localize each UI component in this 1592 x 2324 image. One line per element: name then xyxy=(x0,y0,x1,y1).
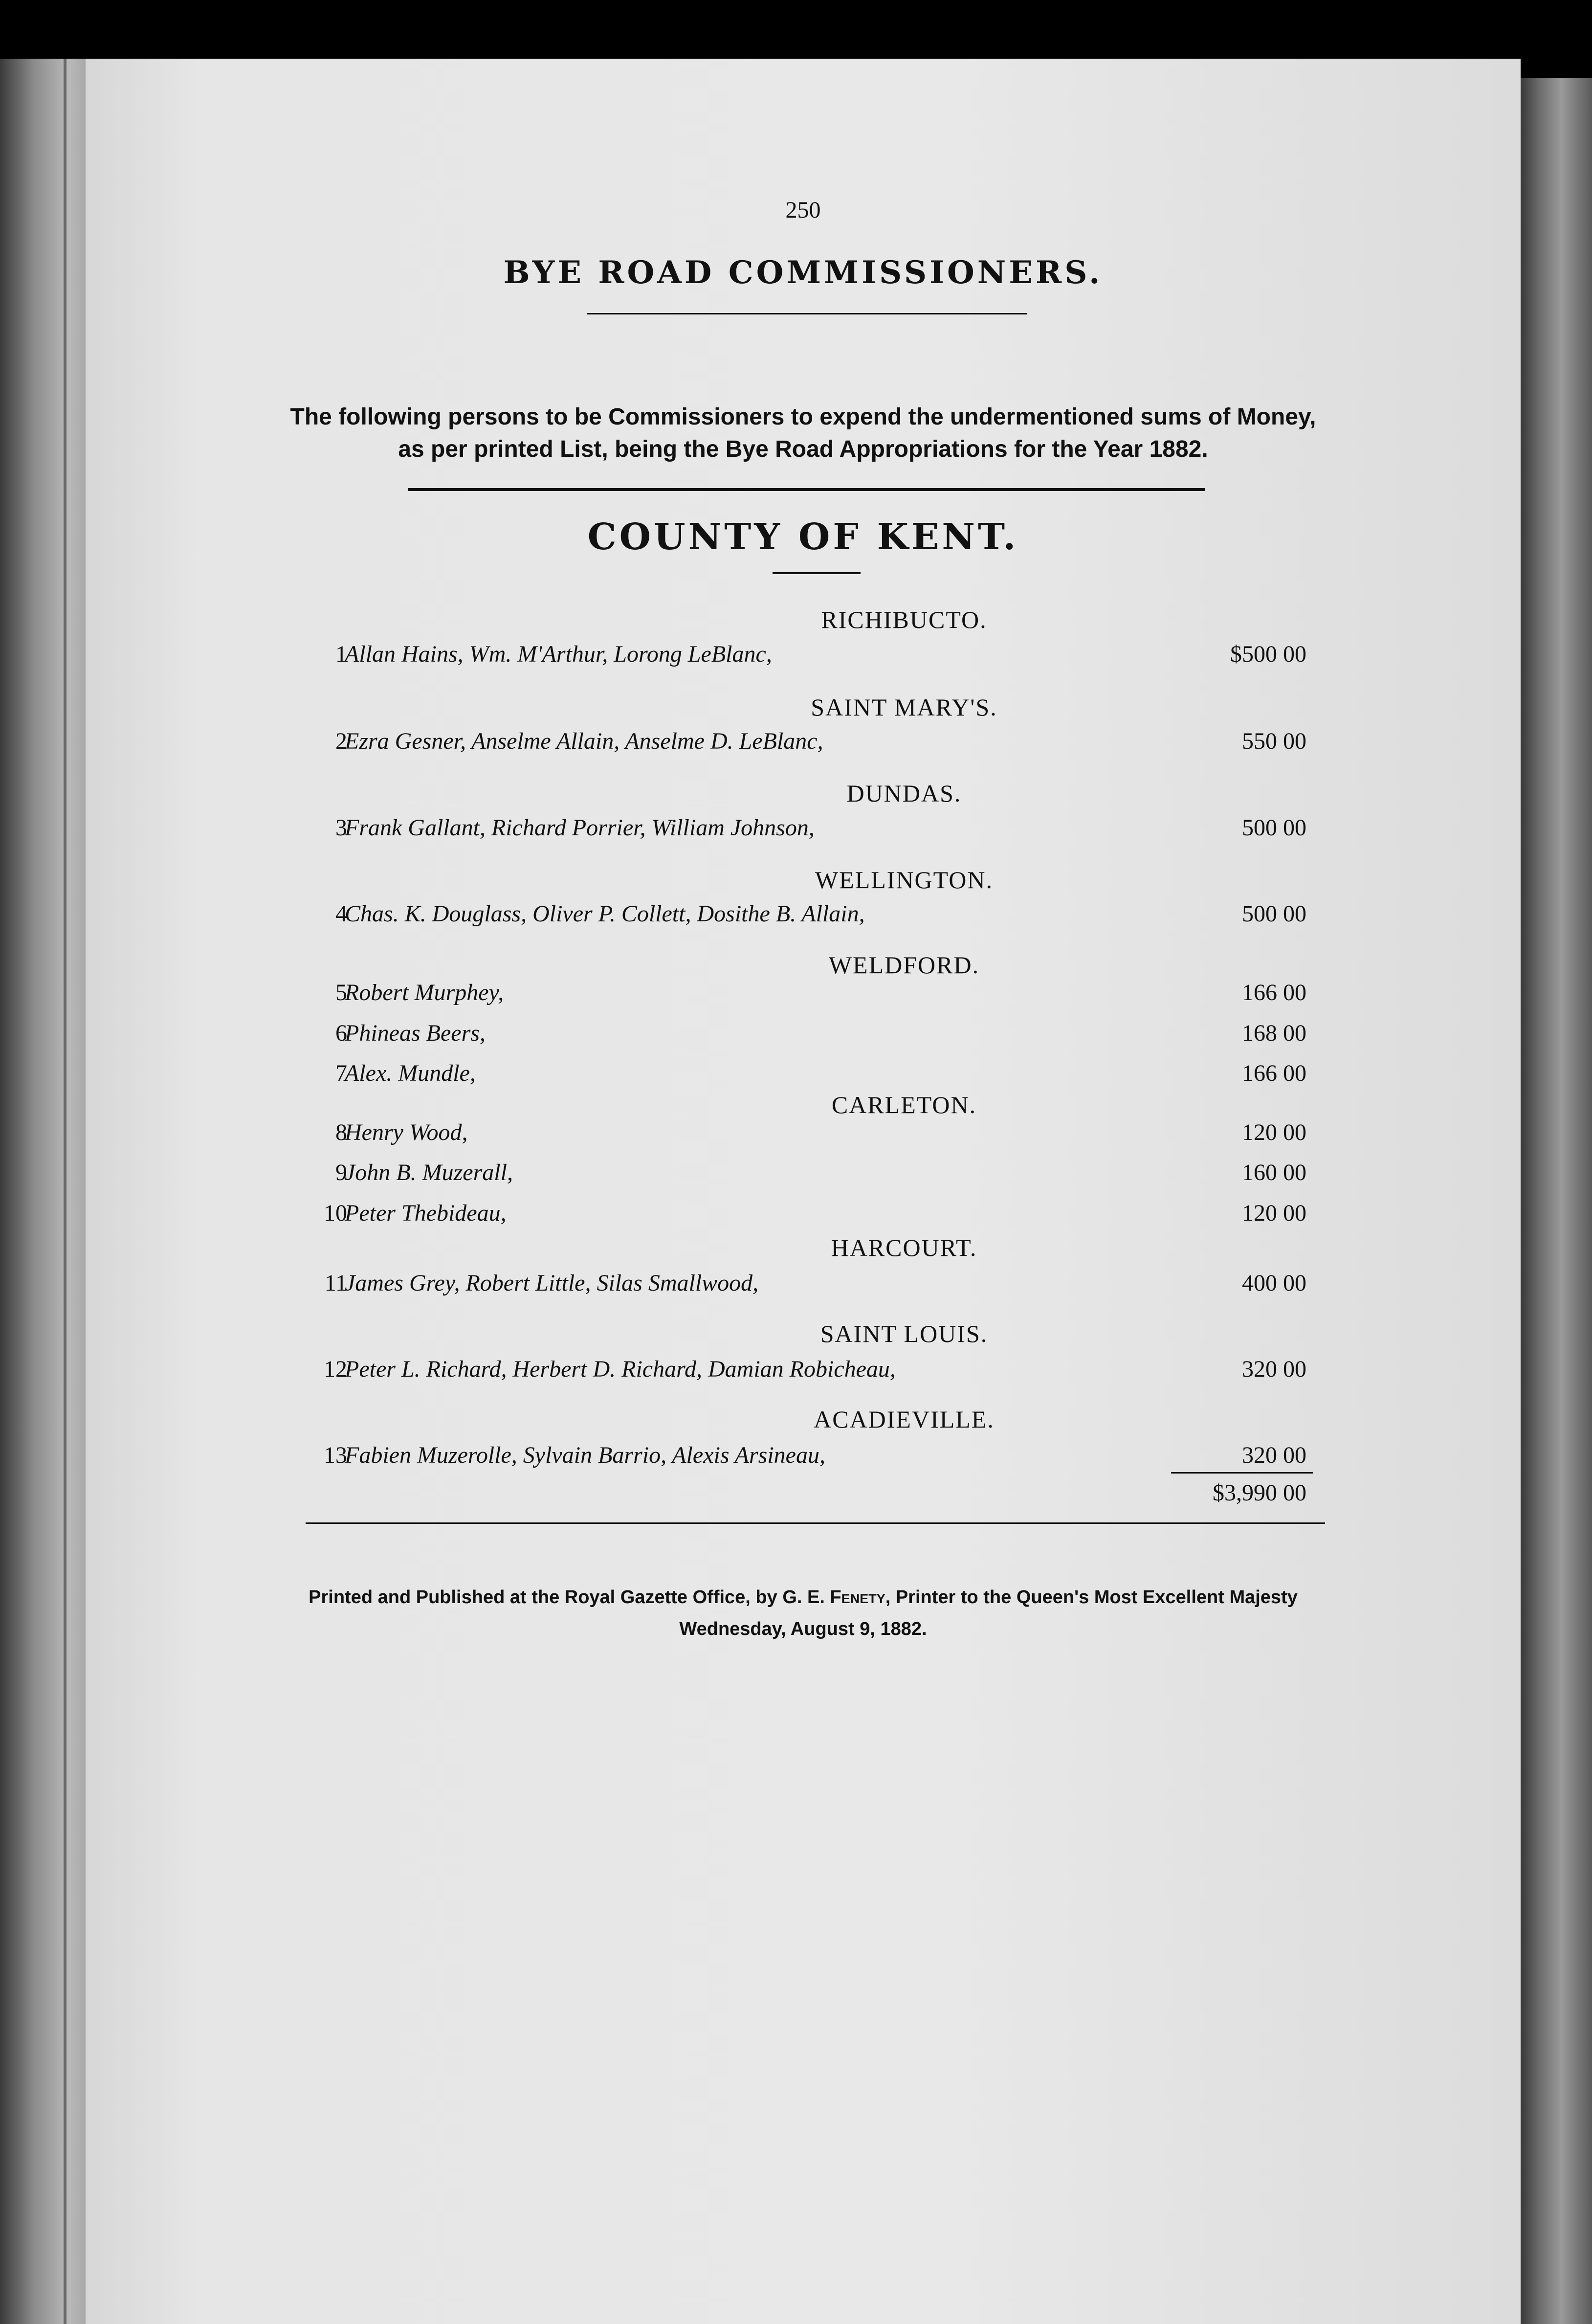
commissioner-names: Frank Gallant, Richard Porrier, William Johnson, xyxy=(345,815,815,841)
commissioner-names: Allan Hains, Wm. M'Arthur, Lorong LeBlanc, xyxy=(345,641,772,667)
county-rule xyxy=(773,572,861,574)
publisher-line-suffix: , Printer to the Queen's Most Excellent Majesty xyxy=(885,1587,1298,1608)
commissioner-names: Henry Wood, xyxy=(345,1119,468,1145)
entry-amount: 500 00 xyxy=(1242,815,1306,841)
page-number: 250 xyxy=(785,197,821,223)
entry-number: 9 xyxy=(335,1160,347,1185)
entry-number: 12 xyxy=(324,1356,347,1382)
entry-number: 4 xyxy=(335,901,347,927)
entry-number: 2 xyxy=(335,728,347,754)
district-heading: DUNDAS. xyxy=(846,780,962,807)
section-rule xyxy=(408,488,1205,491)
book-gutter-right xyxy=(1516,78,1592,2324)
printer-name: Fenety xyxy=(830,1587,885,1608)
entry-amount: $500 00 xyxy=(1230,641,1306,667)
intro-line-2: as per printed List, being the Bye Road Appropriations for the Year 1882. xyxy=(398,436,1208,462)
intro-line-1: The following persons to be Commissioners to expend the undermentioned sums of Money, xyxy=(290,404,1316,430)
entry-number: 5 xyxy=(335,980,347,1006)
district-heading: WELLINGTON. xyxy=(815,866,994,894)
entry-number: 11 xyxy=(324,1270,347,1296)
district-heading: SAINT LOUIS. xyxy=(820,1320,988,1347)
commissioner-names: Chas. K. Douglass, Oliver P. Collett, Dosithe B. Allain, xyxy=(345,901,865,927)
commissioner-names: Peter L. Richard, Herbert D. Richard, Damian Robicheau, xyxy=(345,1356,896,1382)
book-gutter-left xyxy=(0,59,86,2324)
entry-amount: 500 00 xyxy=(1242,901,1306,927)
district-heading: SAINT MARY'S. xyxy=(811,693,997,721)
commissioner-names: John B. Muzerall, xyxy=(345,1160,513,1185)
commissioner-names: Fabien Muzerolle, Sylvain Barrio, Alexis Arsineau, xyxy=(345,1442,825,1468)
total-rule-upper xyxy=(1171,1472,1313,1474)
entry-number: 10 xyxy=(324,1200,347,1226)
entry-amount: 166 00 xyxy=(1242,1060,1306,1086)
entry-amount: 166 00 xyxy=(1242,980,1306,1006)
entry-amount: 320 00 xyxy=(1242,1442,1306,1468)
entry-number: 7 xyxy=(335,1060,347,1086)
entry-amount: 160 00 xyxy=(1242,1160,1306,1185)
commissioner-names: James Grey, Robert Little, Silas Smallwood, xyxy=(345,1270,759,1296)
county-heading: COUNTY OF KENT. xyxy=(587,516,1019,558)
publication-date: Wednesday, August 9, 1882. xyxy=(679,1619,927,1639)
publisher-line-prefix: Printed and Published at the Royal Gazette Office, by G. E. xyxy=(309,1587,830,1608)
district-heading: ACADIEVILLE. xyxy=(814,1406,995,1433)
page-stack-edge xyxy=(64,59,66,2324)
district-heading: CARLETON. xyxy=(831,1091,977,1118)
title-rule xyxy=(587,313,1027,314)
commissioner-names: Phineas Beers, xyxy=(345,1020,486,1046)
publisher-line xyxy=(86,1587,1521,1608)
entry-number: 8 xyxy=(335,1119,347,1145)
entry-amount: 120 00 xyxy=(1242,1119,1306,1145)
entry-amount: 168 00 xyxy=(1242,1020,1306,1046)
entry-amount: 120 00 xyxy=(1242,1200,1306,1226)
entry-number: 3 xyxy=(335,815,347,841)
commissioner-names: Peter Thebideau, xyxy=(345,1200,507,1226)
page-title: BYE ROAD COMMISSIONERS. xyxy=(503,254,1103,291)
total-rule-lower xyxy=(306,1522,1325,1524)
intro-paragraph xyxy=(86,401,1521,466)
document-page xyxy=(86,59,1521,2324)
commissioner-names: Robert Murphey, xyxy=(345,980,504,1006)
commissioner-names: Ezra Gesner, Anselme Allain, Anselme D. LeBlanc, xyxy=(345,728,823,754)
entry-number: 13 xyxy=(324,1442,347,1468)
district-heading: RICHIBUCTO. xyxy=(821,606,987,633)
district-heading: HARCOURT. xyxy=(831,1234,977,1261)
entry-amount: 400 00 xyxy=(1242,1270,1306,1296)
entry-number: 1 xyxy=(335,641,347,667)
entry-number: 6 xyxy=(335,1020,347,1046)
total-amount: $3,990 00 xyxy=(1213,1480,1306,1506)
entry-amount: 550 00 xyxy=(1242,728,1306,754)
entry-amount: 320 00 xyxy=(1242,1356,1306,1382)
commissioner-names: Alex. Mundle, xyxy=(345,1060,476,1086)
district-heading: WELDFORD. xyxy=(828,951,980,979)
